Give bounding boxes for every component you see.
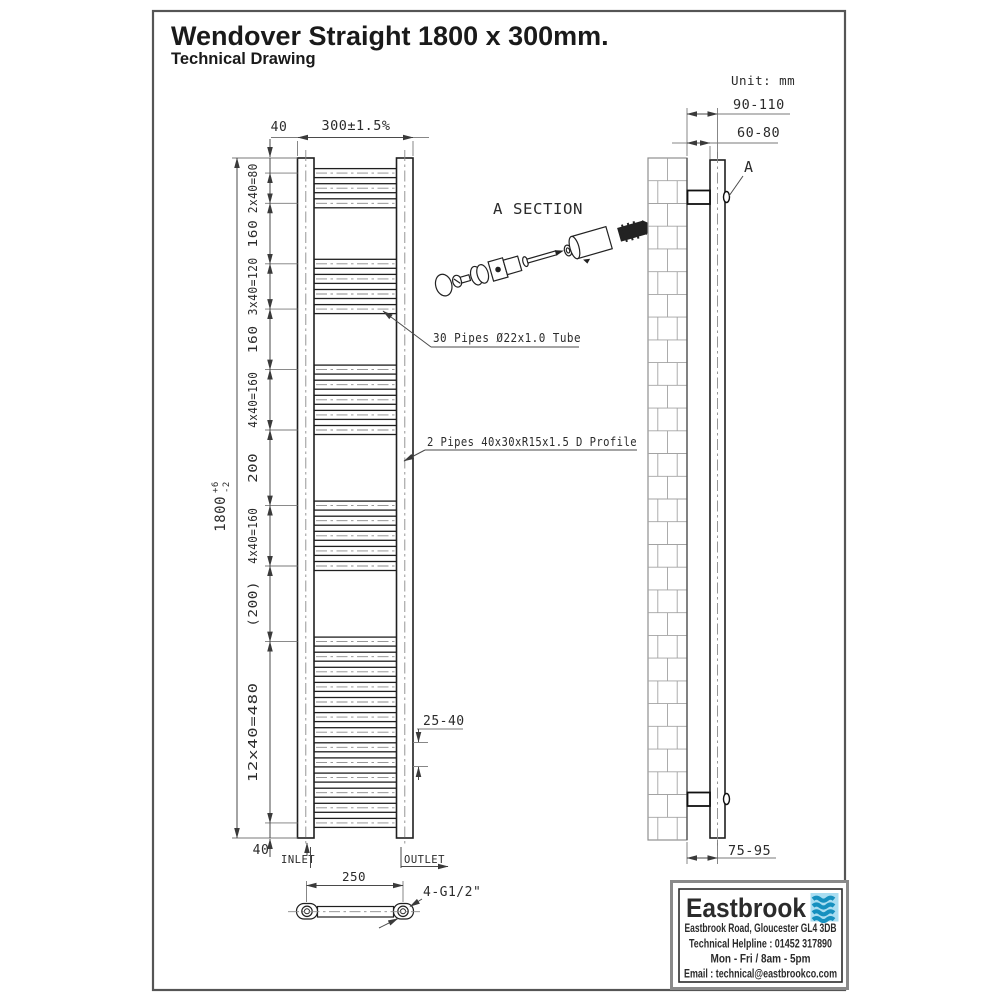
section-title: A SECTION — [493, 200, 583, 218]
top-bracket-cap — [724, 192, 730, 203]
footer-address: Eastbrook Road, Gloucester GL4 3DB — [684, 921, 837, 935]
bottom-bracket-cap — [724, 794, 730, 805]
unit-label: Unit: mm — [731, 73, 796, 88]
page-title: Wendover Straight 1800 x 300mm. — [171, 21, 609, 51]
svg-text:4x40=160: 4x40=160 — [245, 363, 260, 428]
inlet-label: INLET — [281, 854, 316, 866]
height-dim-label — [211, 481, 232, 532]
pipe-centres-label: 250 — [341, 869, 367, 884]
profile-note: 2 Pipes 40x30xR15x1.5 D Profile — [427, 435, 637, 449]
svg-text:40: 40 — [270, 120, 288, 135]
wall-to-face-label: 60-80 — [737, 125, 781, 141]
footer-hours: Mon - Fri / 8am - 5pm — [710, 951, 811, 966]
brand-wordmark: Eastbrook — [686, 893, 807, 923]
svg-text:40: 40 — [252, 843, 270, 858]
svg-text:3x40=120: 3x40=120 — [245, 251, 260, 316]
footer-box — [672, 882, 848, 989]
outlet-label: OUTLET — [404, 854, 445, 866]
pipes-note: 30 Pipes Ø22x1.0 Tube — [433, 331, 581, 345]
svg-text:4x40=160: 4x40=160 — [245, 499, 260, 564]
svg-text:160: 160 — [245, 329, 260, 354]
width-dim-label: 300±1.5% — [321, 118, 391, 134]
svg-text:-2: -2 — [222, 481, 232, 493]
brand-wave-icon — [811, 893, 839, 922]
footer-email: Email : technical@eastbrookco.com — [684, 966, 837, 981]
svg-text:1800: 1800 — [213, 496, 229, 532]
bottom-wall-bracket — [688, 793, 711, 807]
svg-text:12x40=480: 12x40=480 — [245, 709, 260, 783]
wall-to-center-label: 90-110 — [733, 97, 785, 113]
svg-text:2x40=80: 2x40=80 — [245, 157, 260, 214]
svg-text:160: 160 — [245, 223, 260, 248]
page-subtitle: Technical Drawing — [171, 50, 316, 68]
top-wall-bracket — [688, 191, 711, 205]
footer-helpline: Technical Helpline : 01452 317890 — [689, 936, 833, 951]
connections-label: 4-G1/2" — [423, 885, 482, 900]
bracket-gap-label: 25-40 — [423, 714, 465, 729]
svg-text:(200): (200) — [245, 586, 260, 627]
bottom-bracket-label: 75-95 — [728, 843, 772, 859]
svg-text:+6: +6 — [211, 481, 221, 493]
brick-wall — [648, 158, 687, 840]
section-marker-label: A — [744, 158, 754, 176]
svg-text:200: 200 — [245, 458, 260, 483]
